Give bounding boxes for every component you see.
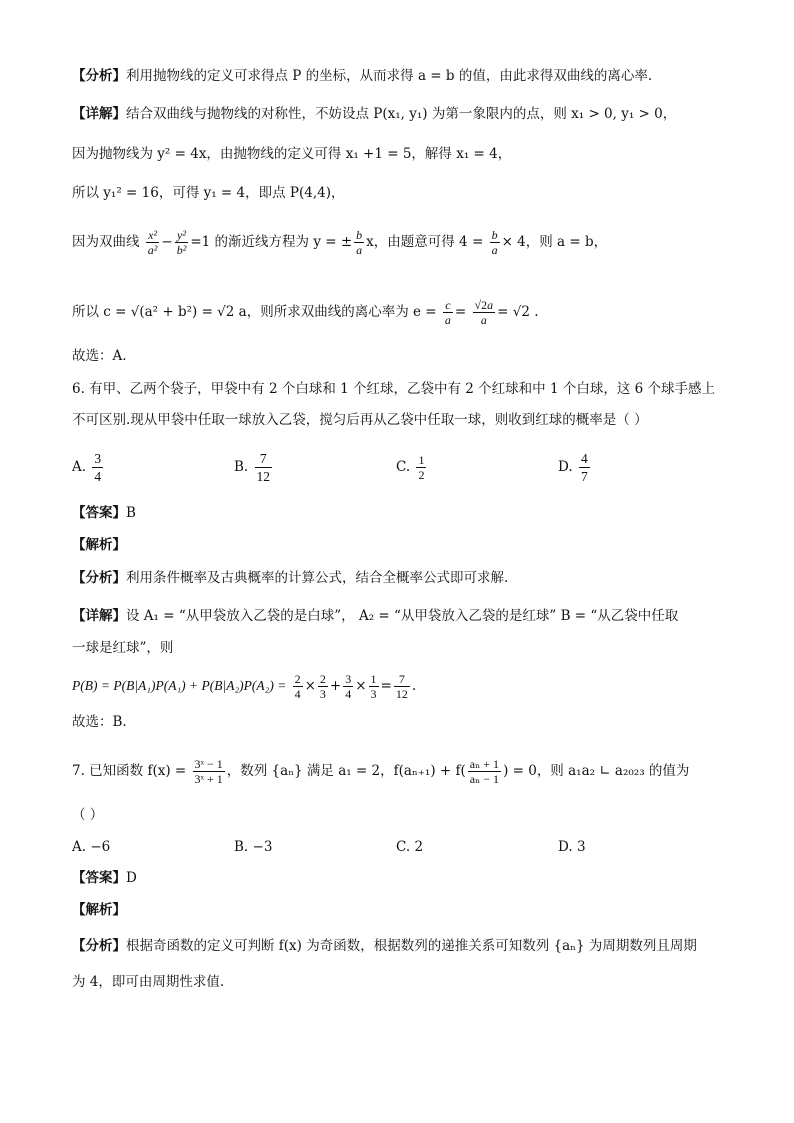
q7-stem-b: ，数列 {aₙ} 满足 a₁ = 2，f(aₙ₊₁) + f( [226,763,466,779]
q5-detail-line [72,104,676,124]
q6-choice: 故选：B. [72,714,127,730]
q6-detail-line [72,606,678,626]
q7-option-a: A. −6 [72,839,111,855]
q7-stem-a: 7. 已知函数 f(x) = [72,763,187,779]
formula-fraction-2: $\frac{2}{3}$ [319,672,326,701]
formula-fraction-3: $\frac{3}{4}$ [345,672,352,701]
q6-explain-line [72,535,126,555]
q6-stem-1: 6. 有甲、乙两个袋子，甲袋中有 2 个白球和 1 个红球，乙袋中有 2 个红球和中 1 个白球，这 6 个球手感上 [72,381,716,397]
q7-function-fraction: $\frac{\text{3ˣ − 1}}{\text{3ˣ + 1}}$ [194,757,223,786]
q7-analysis-line [72,936,697,956]
analysis-tag: 【分析】 [72,570,126,586]
q7-paren: （ ） [72,807,104,823]
q6-option-a-label: A. [72,459,87,475]
q5-choice: 故选：A. [72,348,127,364]
q5-analysis-text: 利用抛物线的定义可求得点 P 的坐标，从而求得 a = b 的值，由此求得双曲线的离心率. [126,68,653,84]
q6-option-d-fraction: $\frac{4}{7}$ [580,451,588,484]
q5-line-4: 因为双曲线 $\frac{\text{x²}}{\text{a²}}$ − $\frac{\text{y²}}{\text{b²}}$ =1 的渐近线方程为 y = ± $\frac{b}{a}$ x，由题意可得 4 = $\frac{b}{a}$ × 4，则 a = b， [72,228,608,257]
q5-analysis-line [72,66,652,86]
q6-option-b-label: B. [234,459,249,475]
q5-line-4-b: 的渐近线方程为 y = ± [214,234,353,250]
q5-line-5-a: 所以 c = √(a² + b²) = √2 a，则所求双曲线的离心率为 e = [72,304,437,320]
q7-option-c: C. 2 [396,839,424,855]
eccentricity-c-a-fraction: $\frac{c}{a}$ [444,298,451,327]
q7-answer-line [72,868,137,888]
eccentricity-sqrt2a-fraction: $\frac{√2a}{a}$ [474,298,494,327]
q5-line-5-c: = √2 . [497,304,539,320]
analysis-tag: 【分析】 [72,68,126,84]
q5-line-4-c: x，由题意可得 4 = [366,234,484,250]
detail-tag: 【详解】 [72,608,126,624]
formula-fraction-4: $\frac{1}{3}$ [370,672,377,701]
explain-tag: 【解析】 [72,537,126,553]
detail-tag: 【详解】 [72,106,126,122]
q5-line-4-a: 因为双曲线 [72,234,140,250]
q6-option-b [234,450,274,485]
q6-analysis-text: 利用条件概率及古典概率的计算公式，结合全概率公式即可求解. [126,570,509,586]
q7-stem-c: ) = 0，则 a₁a₂ ∟ a₂₀₂₃ 的值为 [503,763,690,779]
answer-tag: 【答案】 [72,505,126,521]
q7-recurrence-fraction: $\frac{\text{aₙ + 1}}{\text{aₙ − 1}}$ [469,757,500,786]
q6-option-c [396,453,428,482]
q6-option-c-label: C. [396,459,411,475]
q7-option-b: B. −3 [234,839,273,855]
q6-option-b-fraction: $\frac{7}{12}$ [256,451,271,484]
q6-option-c-fraction: $\frac{1}{2}$ [418,453,425,482]
q7-explain-line [72,900,126,920]
q5-line-3: 所以 y₁² = 16，可得 y₁ = 4，即点 P(4,4)， [72,185,345,201]
q7-stem [72,757,689,786]
q5-line-5-b: = [454,304,467,320]
hyperbola-y-fraction: $\frac{\text{y²}}{\text{b²}}$ [176,228,187,257]
q6-formula: P(B) = P(B|A₁)P(A₁) + P(B|A₂)P(A₂) = $\frac{2}{4}$ × $\frac{2}{3}$ + $\frac{3}{4}$ × $\frac{1}{3}$ = $\frac{7}{12}$ . [72,672,417,701]
answer-tag: 【答案】 [72,870,126,886]
q6-answer: B [126,505,136,521]
q5-detail-text: 结合双曲线与抛物线的对称性，不妨设点 P(x₁, y₁) 为第一象限内的点，则 x₁ > 0, y₁ > 0， [126,106,677,122]
q5-line-4-d: × 4，则 a = b， [501,234,608,250]
formula-fraction-result: $\frac{7}{12}$ [395,672,408,701]
q5-line-2: 因为抛物线为 y² = 4x，由抛物线的定义可得 x₁ +1 = 5，解得 x₁ = 4， [72,146,512,162]
q6-stem-2: 不可区别.现从甲袋中任取一球放入乙袋，搅匀后再从乙袋中任取一球，则收到红球的概率是（ ） [72,412,648,428]
q6-analysis-line [72,568,508,588]
q6-option-a-fraction: $\frac{3}{4}$ [94,451,102,484]
q6-formula-lhs: P(B) = P(B|A₁)P(A₁) + P(B|A₂)P(A₂) = [72,678,287,693]
asymptote-slope-fraction: $\frac{b}{a}$ [356,228,363,257]
q6-option-a [72,450,105,485]
q6-detail-line-2: 一球是红球”，则 [72,640,174,656]
explain-tag: 【解析】 [72,902,126,918]
q6-detail-text: 设 A₁ = “从甲袋放入乙袋的是白球”， A₂ = “从甲袋放入乙袋的是红球” B = “从乙袋中任取 [126,608,679,624]
q6-option-d-label: D. [558,459,573,475]
analysis-tag: 【分析】 [72,938,126,954]
q6-answer-line [72,503,136,523]
hyperbola-x-fraction: $\frac{\text{x²}}{\text{a²}}$ [147,228,158,257]
q7-answer: D [126,870,137,886]
q7-analysis-text: 根据奇函数的定义可判断 f(x) 为奇函数，根据数列的递推关系可知数列 {aₙ} 为周期数列且周期 [126,938,697,954]
q6-option-d [558,450,592,485]
formula-fraction-1: $\frac{2}{4}$ [294,672,301,701]
condition-fraction: $\frac{b}{a}$ [491,228,498,257]
q7-analysis-line-2: 为 4，即可由周期性求值. [72,974,225,990]
q5-line-5 [72,298,539,327]
q7-option-d: D. 3 [558,839,586,855]
